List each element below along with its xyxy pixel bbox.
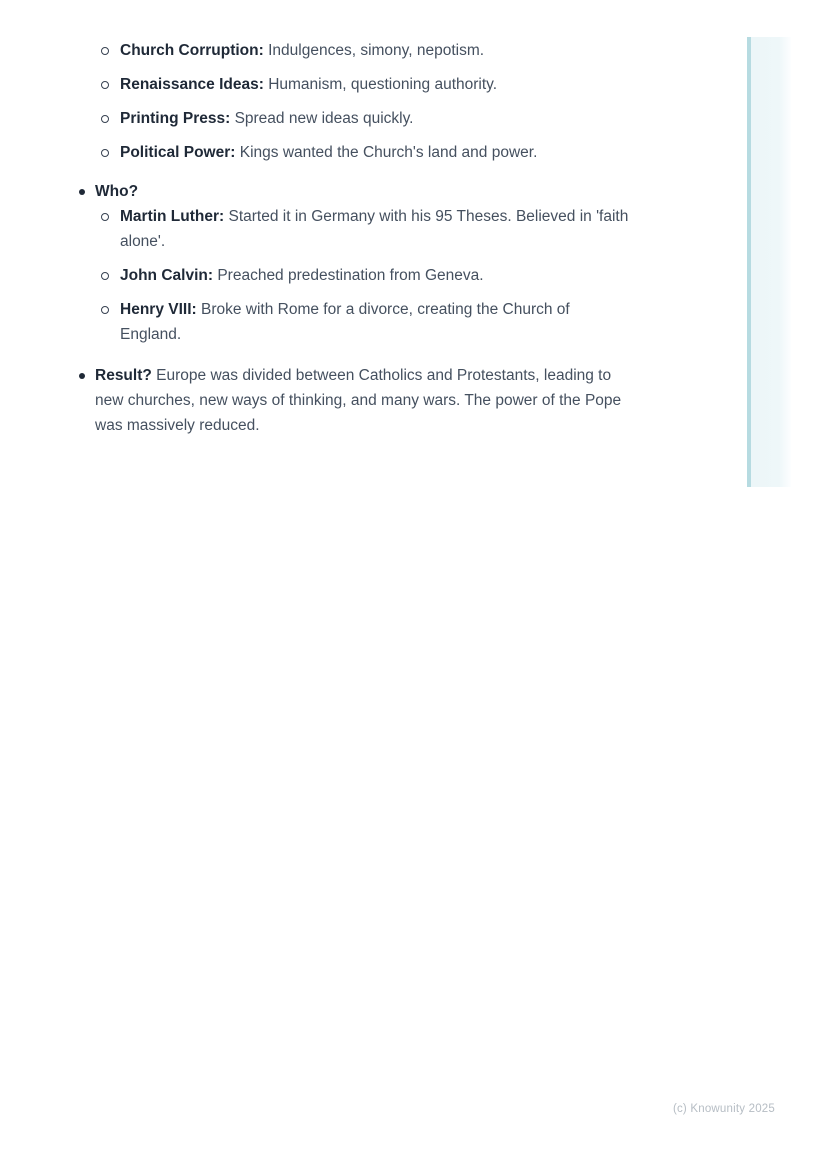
item-term: Church Corruption:: [120, 42, 264, 59]
circle-bullet-icon: [101, 149, 109, 157]
list-item: [0, 38, 630, 63]
list-item: [0, 204, 630, 254]
item-term: Martin Luther:: [120, 208, 225, 225]
circle-bullet-icon: [101, 272, 109, 280]
list-item: [0, 297, 630, 347]
item-description: Spread new ideas quickly.: [234, 110, 414, 127]
circle-bullet-icon: [101, 213, 109, 221]
item-description: Kings wanted the Church's land and power.: [239, 144, 538, 161]
item-description: Preached predestination from Geneva.: [217, 267, 484, 284]
item-term: Political Power:: [120, 144, 236, 161]
item-term: John Calvin:: [120, 267, 214, 284]
item-description: Broke with Rome for a divorce, creating the Church of England.: [120, 301, 570, 343]
list-item-who: [0, 179, 630, 204]
disc-bullet-icon: [79, 373, 85, 379]
disc-bullet-icon: [79, 189, 85, 195]
footer-copyright: (c) Knowunity 2025: [672, 1103, 775, 1115]
item-term: Who?: [95, 183, 139, 200]
item-description: Humanism, questioning authority.: [268, 76, 498, 93]
item-term: Result?: [95, 367, 152, 384]
circle-bullet-icon: [101, 306, 109, 314]
callout-accent-strip: [747, 37, 791, 487]
item-term: Renaissance Ideas:: [120, 76, 264, 93]
item-description: Indulgences, simony, nepotism.: [268, 42, 485, 59]
list-item: [0, 72, 630, 97]
list-item: [0, 263, 630, 288]
list-item: [0, 140, 630, 165]
item-description: Started it in Germany with his 95 Theses. Believed in 'faith alone'.: [120, 208, 629, 250]
item-description: Europe was divided between Catholics and Protestants, leading to new churches, new ways of thinking, and many wars. The power of the Pope was massively reduced.: [95, 367, 622, 434]
circle-bullet-icon: [101, 115, 109, 123]
list-item-result: [0, 363, 630, 438]
list-item: [0, 106, 630, 131]
circle-bullet-icon: [101, 81, 109, 89]
item-term: Henry VIII:: [120, 301, 197, 318]
item-term: Printing Press:: [120, 110, 231, 127]
notes-list: [0, 38, 630, 438]
circle-bullet-icon: [101, 47, 109, 55]
